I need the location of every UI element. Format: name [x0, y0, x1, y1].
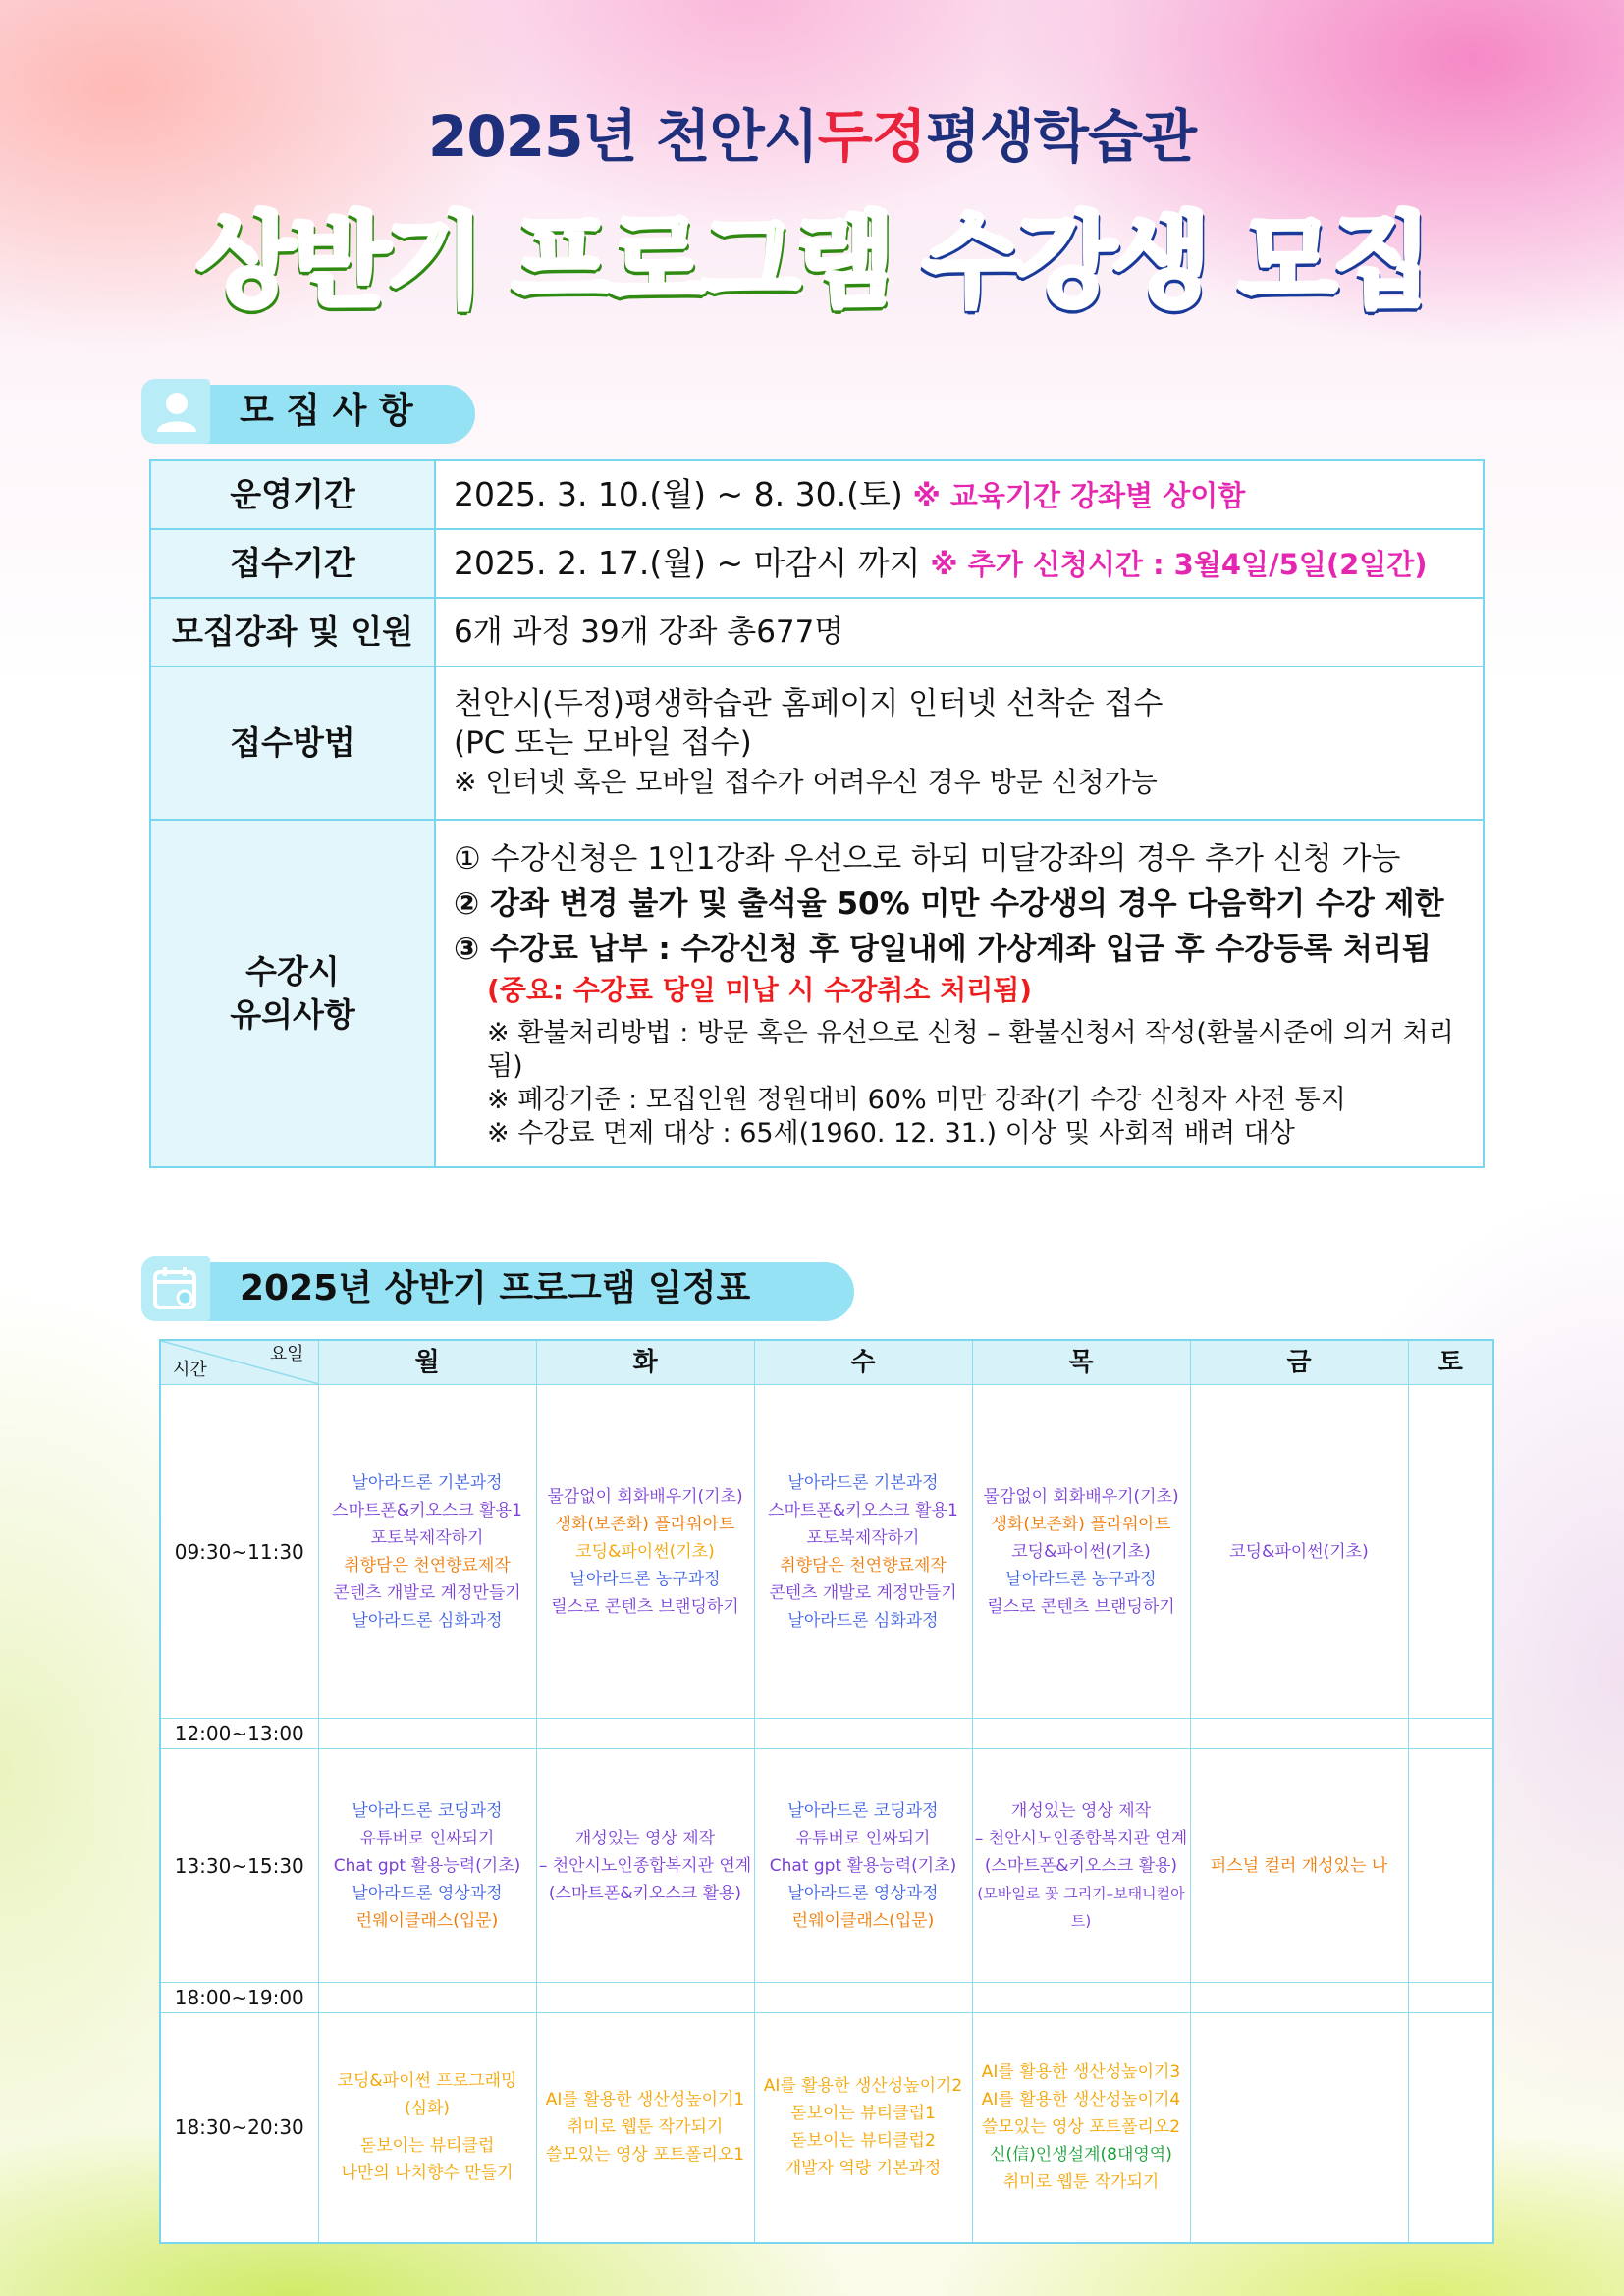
corner-time-label: 시간 — [173, 1360, 207, 1380]
course-item: (스마트폰&키오스크 활용) — [984, 1855, 1178, 1876]
cell-mon-1 — [318, 1385, 536, 1719]
time-lunch: 12:00~13:00 — [160, 1719, 318, 1749]
course-item: 나만의 나치향수 만들기 — [341, 2163, 514, 2184]
course-item: 생화(보존화) 플라워아트 — [555, 1514, 735, 1534]
course-item: 날아라드론 코딩과정 — [787, 1800, 939, 1821]
course-item: – 천안시노인종합복지관 연계 — [538, 1855, 752, 1876]
note-3-warning: (중요: 수강료 당일 미납 시 수강취소 처리됨) — [487, 974, 1033, 1006]
table-row — [160, 2013, 1493, 2243]
course-item: 신(信)인생설계(8대영역) — [990, 2145, 1172, 2165]
sub-note-3: ※ 수강료 면제 대상 : 65세(1960. 12. 31.) 이상 및 사회적 배려 대상 — [487, 1118, 1295, 1148]
course-item: 스마트폰&키오스크 활용1 — [332, 1500, 522, 1521]
course-item: AI를 활용한 생산성높이기4 — [981, 2090, 1181, 2110]
reception-label: 접수기간 — [150, 529, 435, 598]
course-item: 코딩&파이썬(기초) — [1229, 1541, 1369, 1562]
table-row — [160, 1719, 1493, 1749]
course-item: 취향담은 천연향료제작 — [780, 1555, 947, 1575]
cell-thu-1 — [972, 1385, 1190, 1719]
day-tue: 화 — [536, 1340, 754, 1385]
schedule-section-header — [141, 1256, 854, 1321]
calendar-icon — [141, 1256, 210, 1321]
day-sat: 토 — [1408, 1340, 1493, 1385]
empty-cell — [1190, 1983, 1408, 2013]
course-item: 포토북제작하기 — [806, 1527, 920, 1548]
course-item: 콘텐츠 개발로 계정만들기 — [333, 1582, 521, 1603]
course-item: 물감없이 회화배우기(기초) — [983, 1486, 1179, 1507]
cell-mon-2 — [318, 1749, 536, 1983]
cell-tue-2 — [536, 1749, 754, 1983]
table-row — [150, 820, 1484, 1167]
course-item: 유튜버로 인싸되기 — [795, 1828, 931, 1848]
course-item: 릴스로 콘텐츠 브랜딩하기 — [551, 1596, 739, 1617]
cell-wed-3 — [754, 2013, 972, 2243]
method-line-2: (PC 또는 모바일 접수) — [454, 725, 752, 761]
cell-fri-1 — [1190, 1385, 1408, 1719]
table-row — [150, 529, 1484, 598]
course-item: 개성있는 영상 제작 — [1010, 1800, 1152, 1821]
reception-note: ※ 추가 신청시간 : 3월4일/5일(2일간) — [930, 547, 1428, 581]
empty-cell — [754, 1719, 972, 1749]
poster-subtitle — [0, 90, 1624, 173]
corner-cell — [160, 1340, 318, 1385]
empty-cell — [754, 1983, 972, 2013]
table-row — [150, 460, 1484, 529]
reception-cell — [435, 529, 1484, 598]
course-item: 날아라드론 농구과정 — [569, 1569, 721, 1589]
course-item: 날아라드론 영상과정 — [352, 1883, 503, 1903]
empty-cell — [318, 1719, 536, 1749]
method-line-1: 천안시(두정)평생학습관 홈페이지 인터넷 선착순 접수 — [454, 686, 1164, 721]
method-cell — [435, 667, 1484, 820]
course-item: 날아라드론 농구과정 — [1005, 1569, 1157, 1589]
person-icon — [141, 379, 210, 444]
course-item: 돋보이는 뷰티클럽 — [359, 2136, 495, 2157]
course-item: 취미로 웹툰 작가되기 — [567, 2117, 724, 2138]
course-item: 날아라드론 심화과정 — [352, 1610, 503, 1630]
cell-fri-2 — [1190, 1749, 1408, 1983]
table-row — [150, 667, 1484, 820]
schedule-section-title: 2025년 상반기 프로그램 일정표 — [240, 1268, 751, 1308]
course-item: 퍼스널 컬러 개성있는 나 — [1210, 1855, 1388, 1876]
method-label: 접수방법 — [150, 667, 435, 820]
empty-cell — [972, 1983, 1190, 2013]
title-suffix: 평생학습관 — [925, 103, 1196, 170]
course-item: (심화) — [404, 2099, 451, 2119]
reception-value: 2025. 2. 17.(월) ~ 마감시 까지 — [454, 543, 921, 582]
course-item: 돋보이는 뷰티클럽2 — [790, 2131, 936, 2152]
course-item: 개발자 역량 기본과정 — [785, 2159, 942, 2179]
course-item: 날아라드론 기본과정 — [352, 1472, 503, 1493]
recruit-table — [149, 459, 1485, 1168]
course-item: 생화(보존화) 플라워아트 — [991, 1514, 1171, 1534]
table-row — [150, 598, 1484, 667]
cell-thu-3 — [972, 2013, 1190, 2243]
table-header-row — [160, 1340, 1493, 1385]
recruit-section-header — [141, 379, 475, 444]
course-item: 스마트폰&키오스크 활용1 — [768, 1500, 958, 1521]
course-item: 코딩&파이썬(기초) — [1011, 1541, 1151, 1562]
time-slot-3: 18:30~20:30 — [160, 2013, 318, 2243]
corner-day-label: 요일 — [269, 1344, 304, 1364]
time-dinner: 18:00~19:00 — [160, 1983, 318, 2013]
cell-sat-3 — [1408, 2013, 1493, 2243]
course-item: 취미로 웹툰 작가되기 — [1002, 2172, 1160, 2193]
course-item: 포토북제작하기 — [370, 1527, 484, 1548]
time-slot-1: 09:30~11:30 — [160, 1385, 318, 1719]
course-item: (스마트폰&키오스크 활용) — [548, 1883, 742, 1903]
cell-wed-2 — [754, 1749, 972, 1983]
period-note: ※ 교육기간 강좌별 상이함 — [912, 478, 1246, 512]
courses-label: 모집강좌 및 인원 — [150, 598, 435, 667]
cell-thu-2 — [972, 1749, 1190, 1983]
empty-cell — [1408, 1719, 1493, 1749]
course-item: AI를 활용한 생산성높이기1 — [545, 2090, 745, 2110]
course-item: 물감없이 회화배우기(기초) — [547, 1486, 743, 1507]
courses-value: 6개 과정 39개 강좌 총677명 — [435, 598, 1484, 667]
cell-tue-3 — [536, 2013, 754, 2243]
sub-note-1: ※ 환불처리방법 : 방문 혹은 유선으로 신청 – 환불신청서 작성(환불시준에 의거 처리됨) — [487, 1018, 1454, 1082]
period-cell — [435, 460, 1484, 529]
cell-fri-3 — [1190, 2013, 1408, 2243]
course-item: 날아라드론 심화과정 — [787, 1610, 939, 1630]
course-item: 날아라드론 코딩과정 — [352, 1800, 503, 1821]
period-label: 운영기간 — [150, 460, 435, 529]
course-item: 돋보이는 뷰티클럽1 — [790, 2104, 936, 2124]
course-item: 런웨이클래스(입문) — [355, 1910, 499, 1931]
empty-cell — [1408, 1983, 1493, 2013]
note-1: ① 수강신청은 1인1강좌 우선으로 하되 미달강좌의 경우 추가 신청 가능 — [454, 841, 1401, 877]
course-item: 콘텐츠 개발로 계정만들기 — [769, 1582, 957, 1603]
cell-sat-2 — [1408, 1749, 1493, 1983]
poster-title — [0, 192, 1624, 330]
course-item: Chat gpt 활용능력(기초) — [769, 1855, 957, 1876]
course-item: AI를 활용한 생산성높이기3 — [981, 2062, 1181, 2083]
cell-tue-1 — [536, 1385, 754, 1719]
table-row — [160, 1385, 1493, 1719]
empty-cell — [972, 1719, 1190, 1749]
table-row — [160, 1983, 1493, 2013]
empty-cell — [536, 1719, 754, 1749]
course-item: 유튜버로 인싸되기 — [359, 1828, 495, 1848]
course-item: AI를 활용한 생산성높이기2 — [763, 2076, 963, 2097]
course-item: 릴스로 콘텐츠 브랜딩하기 — [987, 1596, 1175, 1617]
empty-cell — [1190, 1719, 1408, 1749]
course-item: 날아라드론 기본과정 — [787, 1472, 939, 1493]
time-slot-2: 13:30~15:30 — [160, 1749, 318, 1983]
recruit-section-title: 모 집 사 항 — [240, 391, 413, 431]
title-green: 상반기 프로그램 — [195, 201, 892, 321]
notes-label-1: 수강시 — [245, 952, 340, 990]
course-item: 코딩&파이썬 프로그래밍 — [337, 2071, 517, 2092]
course-item: 코딩&파이썬(기초) — [575, 1541, 715, 1562]
course-item: 개성있는 영상 제작 — [574, 1828, 716, 1848]
period-value: 2025. 3. 10.(월) ~ 8. 30.(토) — [454, 474, 903, 513]
title-highlight: 두정 — [817, 103, 926, 170]
course-item: 날아라드론 영상과정 — [787, 1883, 939, 1903]
day-thu: 목 — [972, 1340, 1190, 1385]
course-item: 런웨이클래스(입문) — [791, 1910, 935, 1931]
method-line-3: ※ 인터넷 혹은 모바일 접수가 어려우신 경우 방문 신청가능 — [454, 766, 1158, 798]
cell-mon-3 — [318, 2013, 536, 2243]
empty-cell — [536, 1983, 754, 2013]
course-item: Chat gpt 활용능력(기초) — [333, 1855, 521, 1876]
table-row — [160, 1749, 1493, 1983]
notes-label-2: 유의사항 — [230, 995, 355, 1034]
course-item: (모바일로 꽃 그리기–보태니컬아트) — [977, 1884, 1185, 1930]
day-wed: 수 — [754, 1340, 972, 1385]
cell-wed-1 — [754, 1385, 972, 1719]
note-3: ③ 수강료 납부 : 수강신청 후 당일내에 가상계좌 입금 후 수강등록 처리됨 — [454, 932, 1432, 967]
day-fri: 금 — [1190, 1340, 1408, 1385]
schedule-table — [159, 1339, 1494, 2244]
notes-label — [150, 820, 435, 1167]
course-item: – 천안시노인종합복지관 연계 — [974, 1828, 1188, 1848]
note-2: ② 강좌 변경 불가 및 출석율 50% 미만 수강생의 경우 다음학기 수강 제한 — [454, 886, 1444, 922]
empty-cell — [318, 1983, 536, 2013]
sub-note-2: ※ 폐강기준 : 모집인원 정원대비 60% 미만 강좌(기 수강 신청자 사전 통지 — [487, 1085, 1346, 1115]
title-prefix: 2025년 천안시 — [428, 103, 818, 170]
title-blue: 수강생 모집 — [922, 201, 1429, 321]
day-mon: 월 — [318, 1340, 536, 1385]
notes-cell — [435, 820, 1484, 1167]
cell-sat-1 — [1408, 1385, 1493, 1719]
course-item: 쓸모있는 영상 포트폴리오2 — [981, 2117, 1181, 2138]
course-item: 쓸모있는 영상 포트폴리오1 — [545, 2145, 745, 2165]
course-item: 취향담은 천연향료제작 — [344, 1555, 511, 1575]
